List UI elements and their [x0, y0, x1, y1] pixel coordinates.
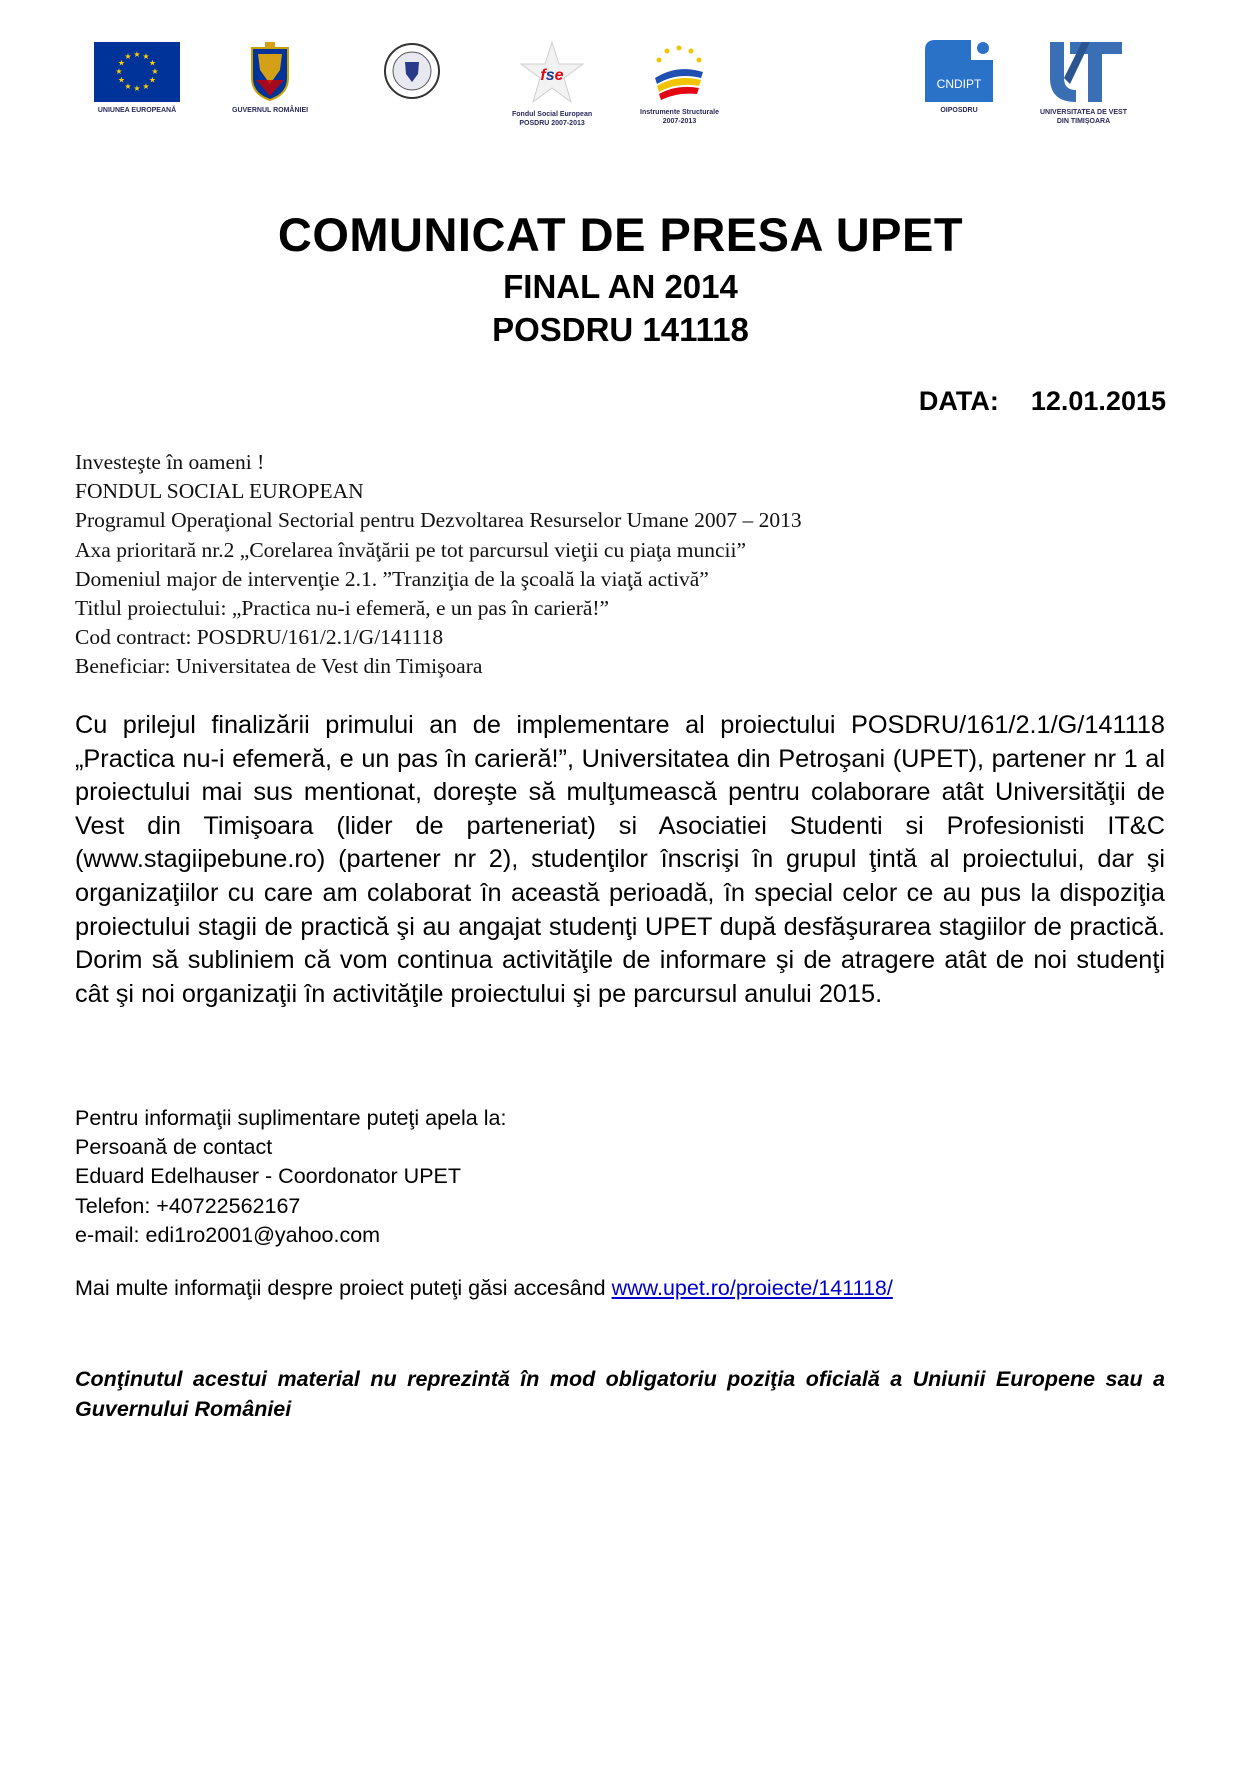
- contact-intro: Pentru informaţii suplimentare puteţi apela la:: [75, 1106, 507, 1130]
- logo-uvt: [1040, 38, 1127, 126]
- uvt-logo-icon: [1042, 38, 1126, 104]
- logo-caption: Fondul Social European POSDRU 2007-2013: [512, 111, 593, 127]
- logo-caption: OIPOSDRU: [940, 107, 978, 114]
- page-title: COMUNICAT DE PRESA UPET: [277, 208, 964, 261]
- more-info-text: Mai multe informaţii despre proiect puteţi găsi accesând: [75, 1276, 612, 1300]
- contact-block: [75, 1104, 506, 1250]
- svg-text:★: ★: [117, 75, 126, 85]
- structural-instruments-icon: [647, 42, 711, 104]
- svg-text:★: ★: [142, 82, 150, 91]
- date-label: DATA:: [918, 386, 999, 416]
- logo-caption: Instrumente Structurale 2007-2013: [640, 109, 719, 125]
- date-value: 12.01.2015: [1030, 386, 1166, 416]
- eu-flag-icon: [94, 42, 180, 102]
- header-line: Titlul proiectului: „Practica nu-i efemeră, e un pas în carieră!”: [75, 596, 610, 621]
- logo-bar: [0, 0, 1241, 140]
- svg-text:★: ★: [151, 67, 159, 76]
- more-info: [75, 1276, 893, 1301]
- contact-person-label: Persoană de contact: [75, 1135, 273, 1160]
- logo-fse: [512, 40, 592, 128]
- svg-text:★: ★: [115, 67, 123, 76]
- header-line: FONDUL SOCIAL EUROPEAN: [75, 479, 364, 504]
- svg-text:★: ★: [133, 50, 141, 59]
- header-line: Domeniul major de intervenţie 2.1. ”Tranziţia de la şcoală la viaţă activă”: [75, 566, 709, 591]
- svg-text:★: ★: [124, 52, 132, 61]
- logo-eu: [94, 42, 180, 115]
- cndipt-logo-icon: [925, 40, 993, 102]
- logo-guvern: [232, 40, 308, 115]
- logo-ministry: [383, 42, 441, 100]
- header-line: Investeşte în oameni !: [75, 450, 265, 474]
- svg-text:★: ★: [148, 58, 157, 68]
- logo-instrumente: [640, 42, 719, 126]
- cndipt-logo-text: CNDIPT: [936, 77, 982, 91]
- logo-caption: UNIUNEA EUROPEANĂ: [97, 107, 177, 114]
- romania-coat-of-arms-icon: [248, 40, 292, 102]
- contact-person: Eduard Edelhauser - Coordonator UPET: [75, 1164, 462, 1189]
- project-link[interactable]: www.upet.ro/proiecte/141118/: [611, 1276, 893, 1300]
- header-line: Beneficiar: Universitatea de Vest din Timişoara: [75, 654, 483, 679]
- svg-text:★: ★: [124, 82, 132, 91]
- svg-text:★: ★: [133, 84, 141, 93]
- project-header: [75, 448, 1165, 682]
- body-paragraph: Cu prilejul finalizării primului an de implementare al proiectului POSDRU/161/2.1/G/141118 „Practica nu-i efemeră, e un pas în carieră!”, Universitatea din Petroşani (UPET), partener nr 1 al proiectului mai sus mentionat, doreşte să mulţumească pentru colaborare atât Universităţii de Vest din Timişoara (lider de parteneriat) si Asociatiei Studenti si Profesionisti IT&C (www.stagiipebune.ro) (partener nr 2), studenţilor înscrişi în grupul ţintă al proiectului, dar şi organizaţiilor cu care am colaborat în această perioadă, în special celor ce au pus la dispoziţia proiectului stagii de practică şi au angajat studenţi UPET după desfăşurarea stagiilor de practică. Dorim să subliniem că vom continua activităţile de informare şi de atragere atât de noi studenţi cât şi noi organizaţii în activităţile proiectului şi pe parcursul anului 2015.: [75, 711, 1165, 1008]
- svg-text:★: ★: [117, 58, 126, 68]
- header-line: Cod contract: POSDRU/161/2.1/G/141118: [75, 625, 444, 650]
- header-line: Axa prioritară nr.2 „Corelarea învăţării pe tot parcursul vieţii cu piaţa muncii”: [75, 537, 747, 562]
- svg-text:fse: fse: [540, 67, 564, 84]
- logo-caption: UNIVERSITATEA DE VEST DIN TIMIȘOARA: [1040, 109, 1127, 125]
- document-date: [919, 386, 1166, 417]
- logo-caption: GUVERNUL ROMÂNIEI: [232, 107, 309, 114]
- page-subtitle-project: POSDRU 141118: [492, 311, 749, 348]
- disclaimer: Conţinutul acestui material nu reprezintă în mod obligatoriu poziţia oficială a Uniunii Europene sau a Guvernului României: [75, 1367, 1165, 1421]
- fse-logo-icon: [519, 40, 585, 106]
- contact-email: e-mail: edi1ro2001@yahoo.com: [75, 1222, 381, 1247]
- contact-phone: Telefon: +40722562167: [75, 1193, 301, 1218]
- header-line: Programul Operaţional Sectorial pentru Dezvoltarea Resurselor Umane 2007 – 2013: [75, 508, 802, 533]
- svg-text:★: ★: [148, 75, 157, 85]
- ministry-seal-icon: [383, 42, 441, 100]
- svg-text:★: ★: [142, 52, 150, 61]
- logo-cndipt: [925, 40, 993, 115]
- page-subtitle-year: FINAL AN 2014: [503, 268, 738, 305]
